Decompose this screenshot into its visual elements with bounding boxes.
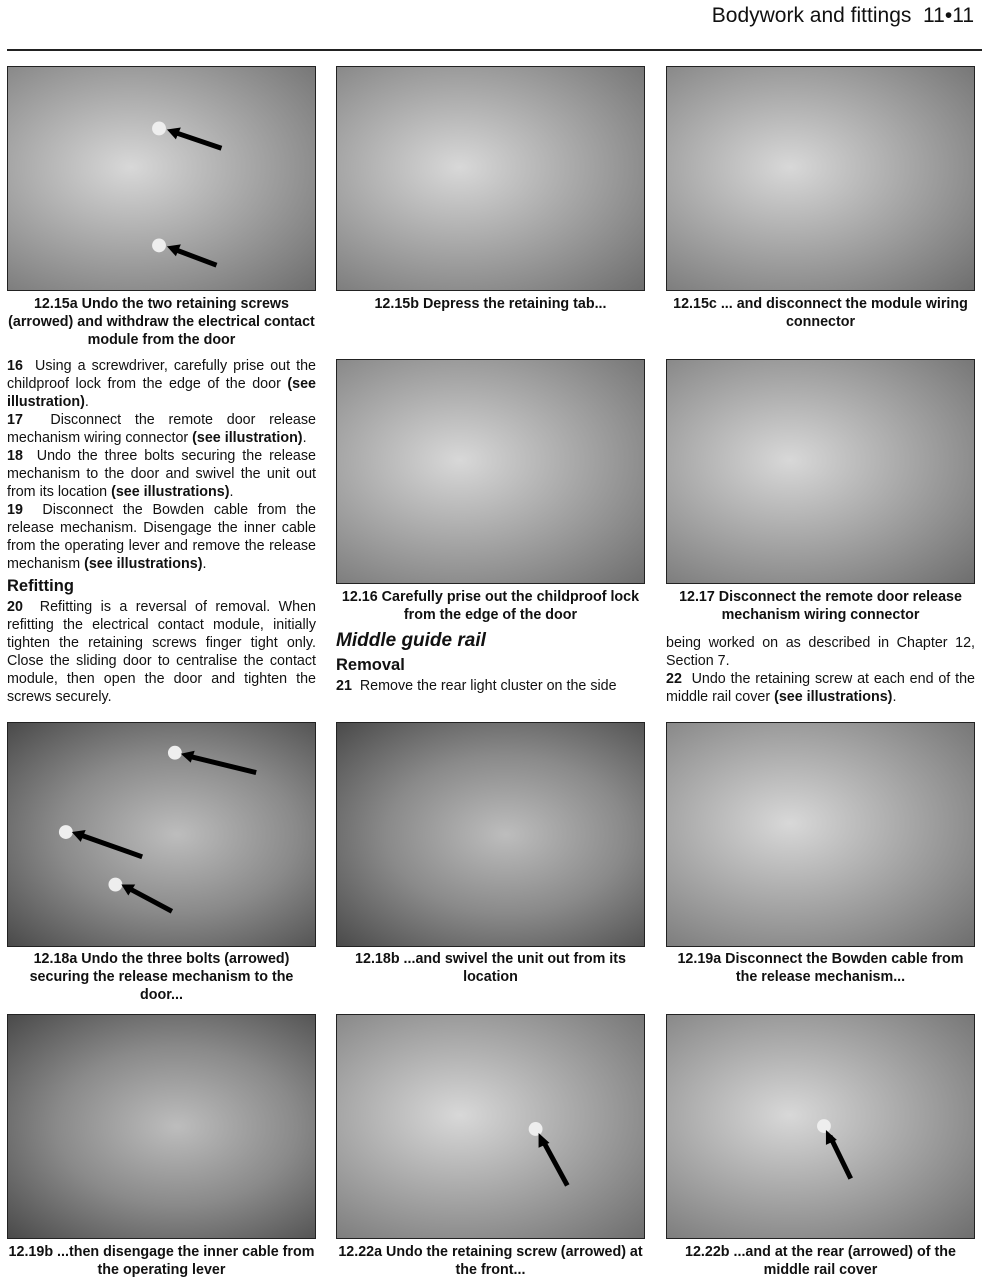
page-number: 11•11 — [923, 4, 974, 27]
caption-12-15a: 12.15a Undo the two retaining screws (arrowed) and withdraw the electrical contact module from the door — [8, 296, 315, 348]
caption-12-15c: 12.15c ... and disconnect the module wiring connector — [673, 296, 968, 330]
caption-12-22b: 12.22b ...and at the rear (arrowed) of the middle rail cover — [685, 1244, 956, 1278]
heading-middle-guide-rail: Middle guide rail — [336, 630, 486, 651]
photo-12-17 — [666, 359, 975, 584]
photo-12-19a — [666, 722, 975, 947]
photo-12-22a — [336, 1014, 645, 1239]
photo-12-16 — [336, 359, 645, 584]
caption-12-22a: 12.22a Undo the retaining screw (arrowed) at the front... — [338, 1244, 643, 1278]
arrow-icon — [337, 1015, 644, 1238]
photo-12-15a — [7, 66, 316, 291]
body-text-left: 16 Using a screwdriver, carefully prise out the childproof lock from the edge of the door (see illustration). 17 Disconnect the remote door release mechanism wiring connector (see illustration). 18 Undo the three bolts securing the release mechanism to the door and swivel the unit out from its location (see illustrations). 19 Disconnect the Bowden cable from the release mechanism. Disengage the inner cable from the operating lever and remove the release mechanism (see illustrations). Refitting 20 Refitting is a reversal of removal. When refitting the electrical contact module, initially tighten the retaining screws finger tight only. Close the sliding door to centralise the contact module, then open the door and tighten the screws securely. — [7, 358, 316, 705]
body-text-right: being worked on as described in Chapter 12, Section 7. 22 Undo the retaining screw at each end of the middle rail cover (see illustrations). — [666, 635, 975, 705]
caption-12-19b: 12.19b ...then disengage the inner cable from the operating lever — [8, 1244, 315, 1278]
header-title: Bodywork and fittings — [711, 4, 912, 27]
arrow-icon — [667, 1015, 974, 1238]
caption-12-16: 12.16 Carefully prise out the childproof lock from the edge of the door — [341, 589, 640, 623]
arrow-icons — [8, 67, 315, 290]
heading-removal: Removal — [336, 656, 405, 674]
photo-12-19b — [7, 1014, 316, 1239]
photo-12-15c — [666, 66, 975, 291]
running-header — [712, 4, 974, 28]
photo-12-15b — [336, 66, 645, 291]
caption-12-17: 12.17 Disconnect the remote door release mechanism wiring connector — [679, 589, 962, 623]
caption-12-19a: 12.19a Disconnect the Bowden cable from the release mechanism... — [677, 951, 964, 985]
arrow-icons — [8, 723, 315, 946]
caption-12-18b: 12.18b ...and swivel the unit out from its location — [355, 951, 626, 985]
photo-12-22b — [666, 1014, 975, 1239]
caption-12-15b: 12.15b Depress the retaining tab... — [374, 296, 607, 312]
photo-12-18b — [336, 722, 645, 947]
caption-12-18a: 12.18a Undo the three bolts (arrowed) securing the release mechanism to the door... — [29, 951, 294, 1003]
body-text-middle: Middle guide rail Removal 21 Remove the rear light cluster on the side — [336, 632, 645, 695]
header-rule — [7, 49, 982, 51]
photo-12-18a — [7, 722, 316, 947]
heading-refitting: Refitting — [7, 577, 74, 595]
